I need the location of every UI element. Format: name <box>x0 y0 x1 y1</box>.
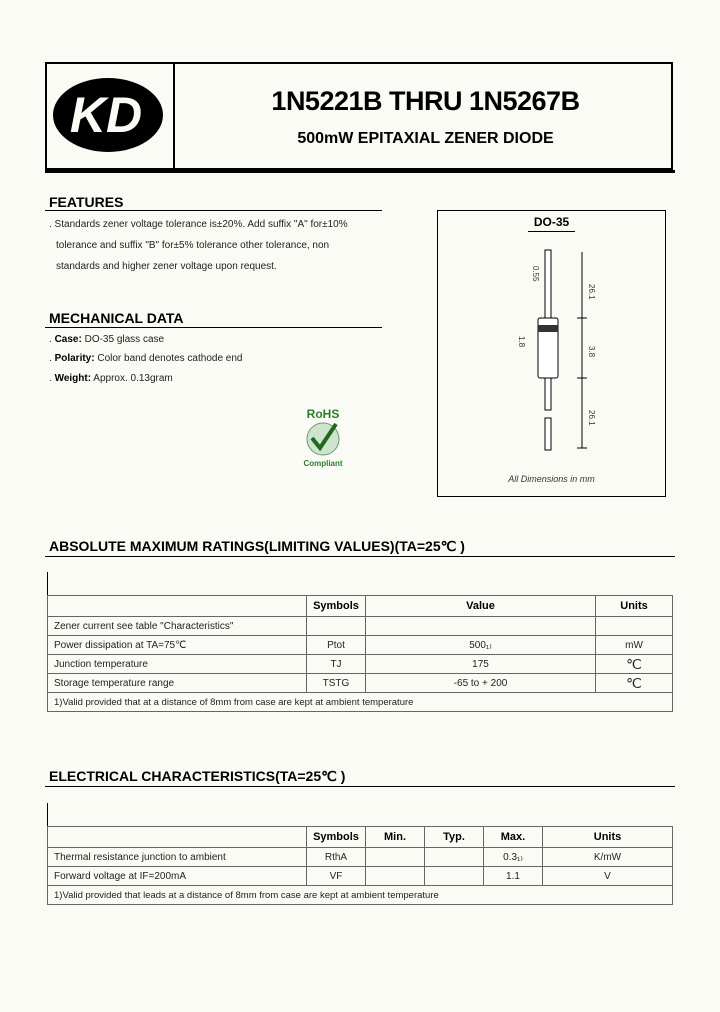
elec-heading: ELECTRICAL CHARACTERISTICS(TA=25℃ ) <box>49 768 346 784</box>
package-caption: All Dimensions in mm <box>508 474 595 484</box>
cell: VF <box>307 867 366 886</box>
cell: RthA <box>307 848 366 867</box>
dim-lead-bottom: 26.1 <box>587 410 596 426</box>
cell: mW <box>596 636 673 655</box>
table-header-row <box>48 596 673 617</box>
top-lead <box>545 250 551 318</box>
cell: Storage temperature range <box>48 674 307 693</box>
features-line: standards and higher zener voltage upon request. <box>56 261 277 272</box>
cell: 0.3₁₎ <box>484 848 543 867</box>
table-row <box>48 617 673 636</box>
elec-rule <box>45 786 675 787</box>
cell: K/mW <box>543 848 673 867</box>
mech-weight-value: Approx. 0.13gram <box>91 373 173 384</box>
table-row <box>48 674 673 693</box>
cell: Thermal resistance junction to ambient <box>48 848 307 867</box>
cathode-band <box>538 325 558 332</box>
table-note-row <box>48 693 673 712</box>
features-text <box>49 214 389 277</box>
col-header: Value <box>366 596 596 617</box>
abs-max-heading: ABSOLUTE MAXIMUM RATINGS(LIMITING VALUES)(TA=25℃ ) <box>49 538 465 554</box>
table-row <box>48 636 673 655</box>
cell <box>596 617 673 636</box>
table-note: 1)Valid provided that at a distance of 8mm from case are kept at ambient temperature <box>48 693 673 712</box>
col-header: Units <box>596 596 673 617</box>
logo-text: KD <box>69 87 143 143</box>
mech-case-label: Case: <box>54 334 82 345</box>
dim-lead-top: 26.1 <box>587 284 596 300</box>
cell: ℃ <box>596 655 673 674</box>
cell: 1.1 <box>484 867 543 886</box>
dim-body-dia: 1.8 <box>517 336 526 348</box>
kd-logo <box>52 76 164 154</box>
col-header: Max. <box>484 827 543 848</box>
bottom-lead <box>545 378 551 410</box>
doc-subtitle: 500mW EPITAXIAL ZENER DIODE <box>297 130 554 147</box>
col-header <box>48 596 307 617</box>
cell: Zener current see table "Characteristics" <box>48 617 307 636</box>
mech-weight-label: Weight: <box>54 373 92 384</box>
header-underline <box>45 170 675 173</box>
cell: Forward voltage at IF=200mA <box>48 867 307 886</box>
rohs-text: RoHS <box>306 407 340 421</box>
mech-polarity-value: Color band denotes cathode end <box>94 353 243 364</box>
table-row <box>48 867 673 886</box>
features-line: . Standards zener voltage tolerance is±20%. Add suffix "A" for±10% <box>49 219 348 230</box>
header-divider <box>173 62 175 170</box>
cell <box>425 867 484 886</box>
table-note-row <box>48 886 673 905</box>
col-header: Units <box>543 827 673 848</box>
mech-polarity-label: Polarity: <box>54 353 95 364</box>
package-name: DO-35 <box>533 215 570 229</box>
dim-body-len: 3.8 <box>587 346 596 358</box>
col-header <box>48 827 307 848</box>
do35-drawing <box>437 232 666 472</box>
cell <box>307 617 366 636</box>
cell <box>425 848 484 867</box>
cell: Power dissipation at TA=75℃ <box>48 636 307 655</box>
table-row <box>48 848 673 867</box>
abs-max-table <box>47 595 673 712</box>
col-header: Typ. <box>425 827 484 848</box>
dim-lead-dia: 0.55 <box>531 266 540 282</box>
mech-case: . Case: DO-35 glass case <box>49 334 165 345</box>
mech-polarity: . Polarity: Color band denotes cathode end <box>49 353 243 364</box>
bottom-lead-end <box>545 418 551 450</box>
cell: ℃ <box>596 674 673 693</box>
cell: Junction temperature <box>48 655 307 674</box>
rohs-compliant-text: Compliant <box>303 459 343 468</box>
cell: V <box>543 867 673 886</box>
cell: TJ <box>307 655 366 674</box>
abs-max-rule <box>45 556 675 557</box>
mechanical-heading: MECHANICAL DATA <box>49 310 184 326</box>
cell: 175 <box>366 655 596 674</box>
rohs-badge <box>298 402 348 470</box>
cell: 500₁₎ <box>366 636 596 655</box>
doc-title: 1N5221B THRU 1N5267B <box>271 86 580 116</box>
elec-frame <box>47 803 674 827</box>
table-header-row <box>48 827 673 848</box>
cell <box>366 848 425 867</box>
elec-table <box>47 826 673 905</box>
features-rule <box>45 210 382 211</box>
mech-weight: . Weight: Approx. 0.13gram <box>49 373 173 384</box>
col-header: Min. <box>366 827 425 848</box>
mech-case-value: DO-35 glass case <box>81 334 165 345</box>
abs-max-frame <box>47 572 674 596</box>
cell <box>366 617 596 636</box>
cell: -65 to + 200 <box>366 674 596 693</box>
col-header: Symbols <box>307 827 366 848</box>
cell: Ptot <box>307 636 366 655</box>
features-line: tolerance and suffix "B" for±5% tolerance other tolerance, non <box>56 240 330 251</box>
cell <box>366 867 425 886</box>
col-header: Symbols <box>307 596 366 617</box>
table-note: 1)Valid provided that leads at a distance of 8mm from case are kept at ambient temperature <box>48 886 673 905</box>
mechanical-rule <box>45 327 382 328</box>
cell: TSTG <box>307 674 366 693</box>
table-row <box>48 655 673 674</box>
features-heading: FEATURES <box>49 194 124 210</box>
